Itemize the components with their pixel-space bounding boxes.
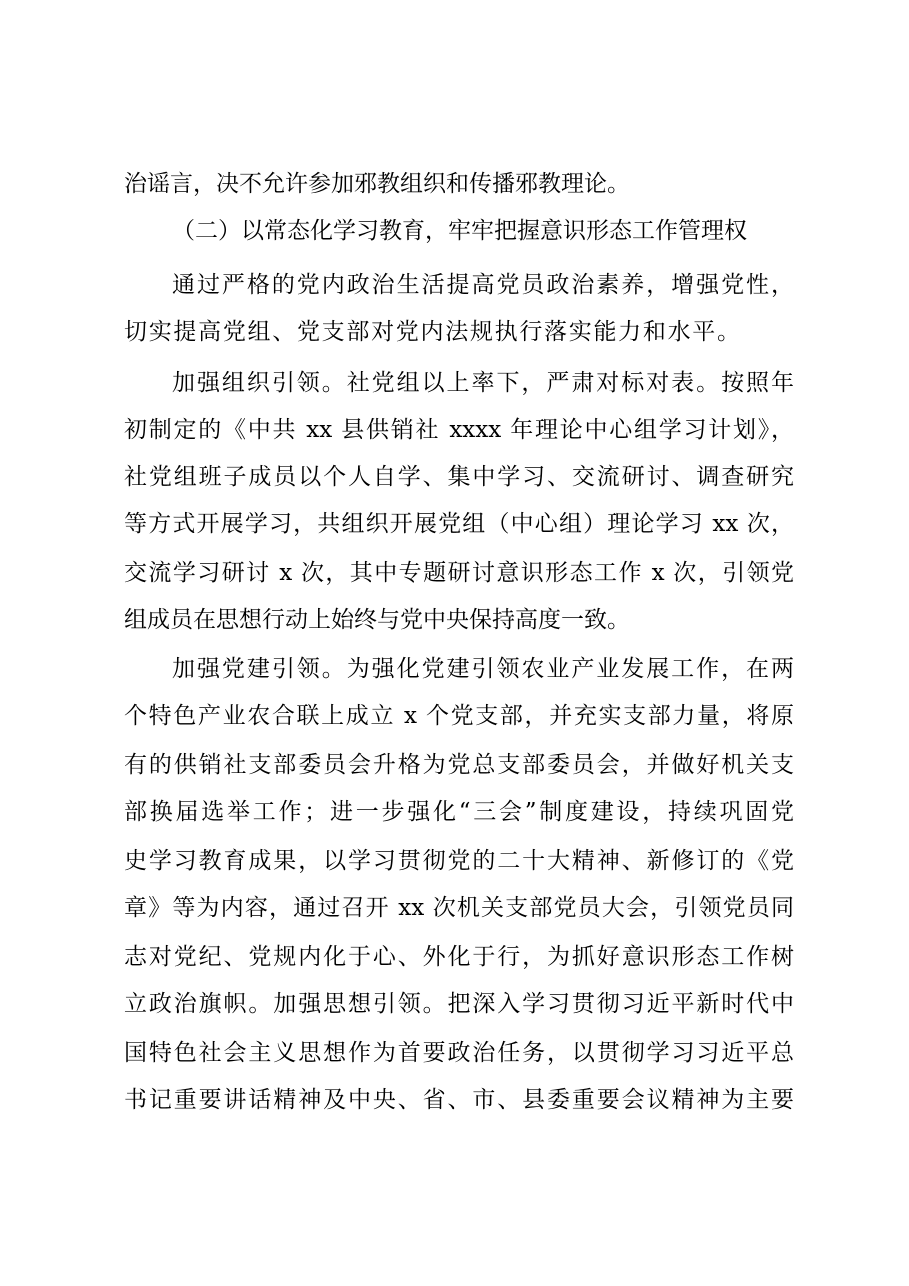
- body-text-line: 章》等为内容，通过召开 xx 次机关支部党员大会，引领党员同: [124, 895, 794, 921]
- body-text-line: 书记重要讲话精神及中央、省、市、县委重要会议精神为主要: [124, 1087, 794, 1113]
- body-text-line: 治谣言，决不允许参加邪教组织和传播邪教理论。: [124, 171, 630, 197]
- section-heading: （二）以常态化学习教育，牢牢把握意识形态工作管理权: [172, 218, 747, 244]
- body-text-line: 立政治旗帜。加强思想引领。把深入学习贯彻习近平新时代中: [124, 991, 794, 1017]
- body-text-line: 史学习教育成果，以学习贯彻党的二十大精神、新修订的《党: [124, 848, 794, 874]
- body-text-line: 交流学习研讨 x 次，其中专题研讨意识形态工作 x 次，引领党: [124, 560, 794, 586]
- body-text-line: 国特色社会主义思想作为首要政治任务，以贯彻学习习近平总: [124, 1040, 794, 1066]
- body-text-line: 志对党纪、党规内化于心、外化于行，为抓好意识形态工作树: [124, 944, 794, 970]
- body-text-line: 有的供销社支部委员会升格为党总支部委员会，并做好机关支: [124, 752, 794, 778]
- body-text-line: 个特色产业农合联上成立 x 个党支部，并充实支部力量，将原: [124, 703, 794, 729]
- body-text-line: 切实提高党组、党支部对党内法规执行落实能力和水平。: [124, 319, 740, 345]
- body-text-line: 初制定的《中共 xx 县供销社 xxxx 年理论中心组学习计划》，: [124, 417, 794, 443]
- body-text-line: 社党组班子成员以个人自学、集中学习、交流研讨、调查研究: [124, 464, 794, 490]
- body-text-line: 部换届选举工作；进一步强化“三会”制度建设，持续巩固党: [124, 799, 794, 825]
- body-text-line: 组成员在思想行动上始终与党中央保持高度一致。: [124, 607, 630, 633]
- body-text-line: 加强党建引领。为强化党建引领农业产业发展工作，在两: [172, 656, 794, 682]
- body-text-line: 通过严格的党内政治生活提高党员政治素养，增强党性，: [172, 272, 794, 298]
- body-text-line: 等方式开展学习，共组织开展党组（中心组）理论学习 xx 次，: [124, 511, 794, 537]
- body-text-line: 加强组织引领。社党组以上率下，严肃对标对表。按照年: [172, 370, 794, 396]
